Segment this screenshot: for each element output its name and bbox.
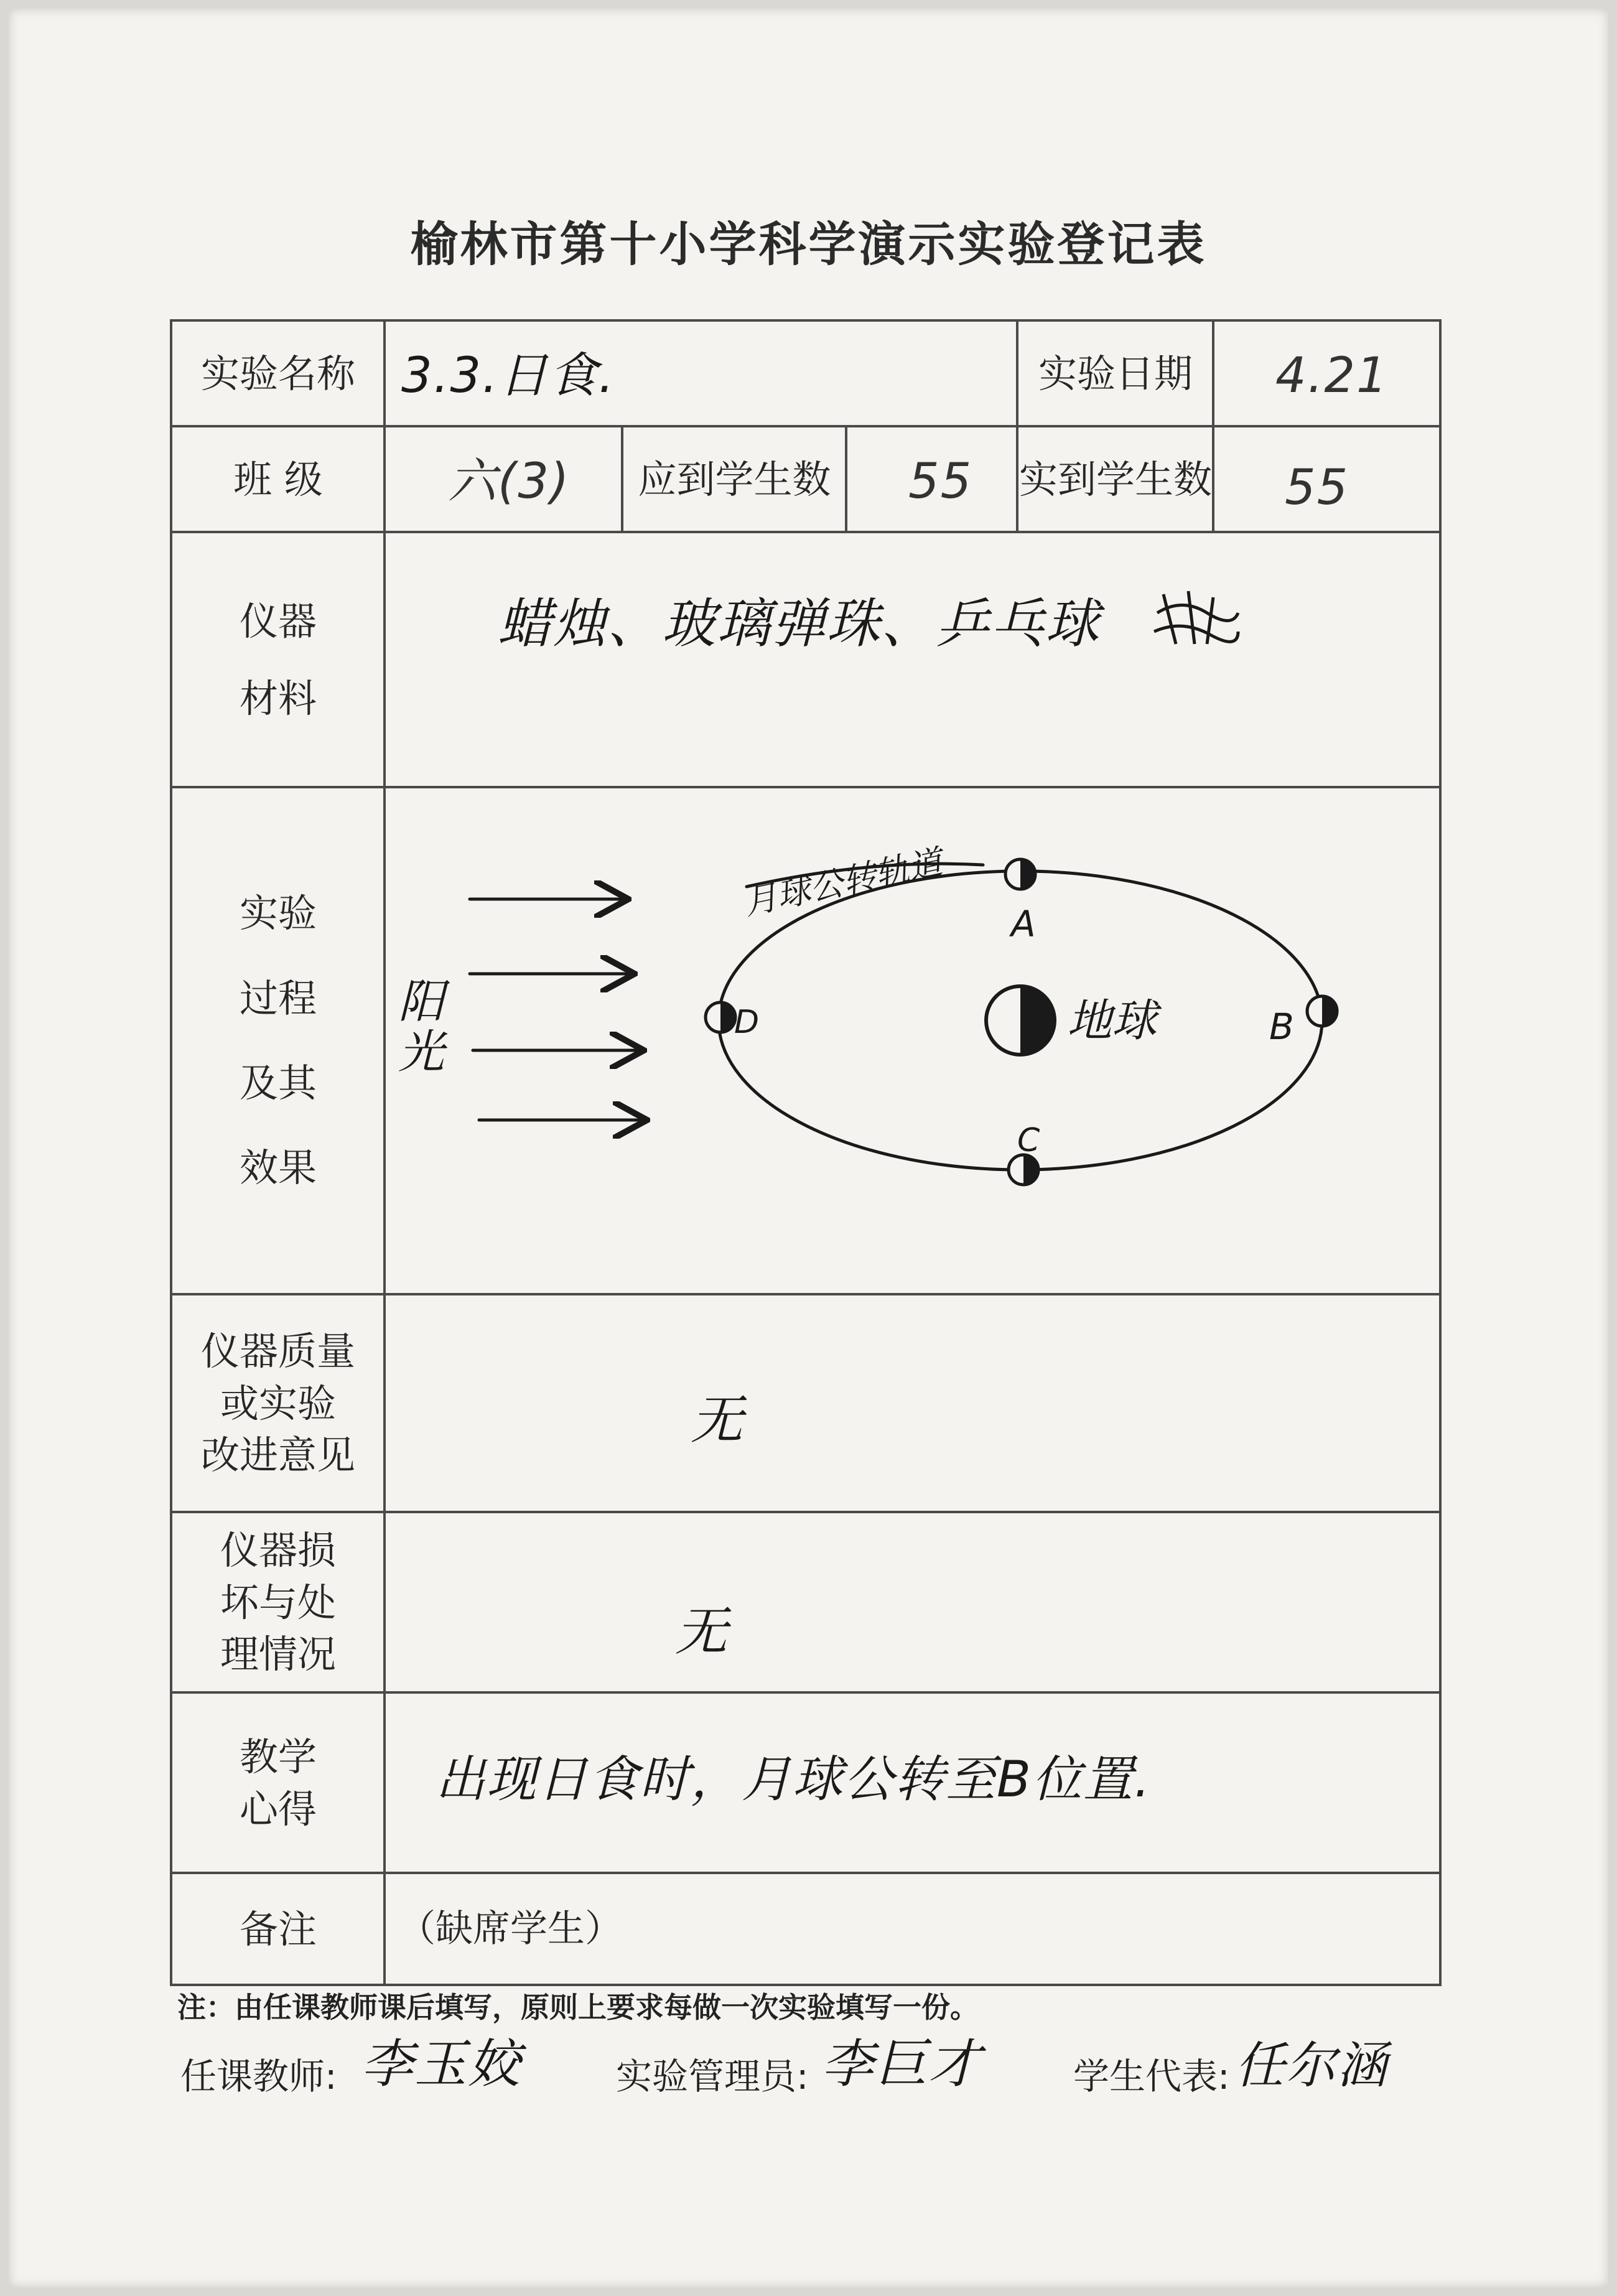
moon-position-d-icon [706,1002,735,1032]
label-actual-students: 实到学生数 [1019,456,1213,502]
moon-position-a-icon [1005,859,1035,889]
value-equipment: 蜡烛、玻璃弹珠、乒乓球 [498,593,1100,655]
earth-icon [986,986,1055,1055]
position-b-label: B [1269,1006,1294,1048]
value-actual-students: 55 [1285,460,1349,516]
position-a-label: A [1011,903,1036,945]
label-damage: 仪器损 坏与处 理情况 [220,1527,336,1678]
position-d-label: D [734,1004,760,1041]
label-reflection: 教学 心得 [239,1734,317,1832]
label-experiment-name: 实验名称 [200,350,355,396]
moon-position-c-icon [1009,1155,1038,1185]
teacher-signature: 李玉姣 [361,2033,522,2094]
form-title: 榆林市第十小学科学演示实验登记表 [410,217,1207,272]
value-expected-students: 55 [908,454,973,510]
label-class: 班 级 [233,456,323,502]
position-c-label: C [1017,1122,1040,1159]
value-remarks: （缺席学生） [398,1907,622,1951]
student-label: 学生代表: [1073,2055,1230,2098]
admin-label: 实验管理员: [616,2055,809,2098]
admin-signature: 李巨才 [821,2033,982,2094]
label-equipment: 仪器 材料 [239,598,317,721]
earth-label: 地球 [1067,994,1157,1047]
value-damage: 无 [675,1601,729,1662]
label-expected-students: 应到学生数 [638,456,831,502]
student-signature: 任尔涵 [1235,2037,1388,2094]
value-experiment-name: 3.3.日食. [401,348,615,404]
value-quality: 无 [691,1389,745,1450]
moon-position-b-icon [1307,996,1337,1026]
label-remarks: 备注 [239,1906,317,1952]
teacher-label: 任课教师: [180,2055,337,2098]
label-quality: 仪器质量 或实验 改进意见 [200,1328,355,1478]
value-reflection: 出现日食时，月球公转至B位置. [436,1750,1152,1808]
value-class: 六(3) [448,454,571,510]
form-note: 注：由任课教师课后填写，原则上要求每做一次实验填写一份。 [177,1990,979,2024]
label-process: 实验 过程 及其 效果 [239,890,317,1191]
sunlight-label: 阳光 [398,975,445,1080]
label-experiment-date: 实验日期 [1038,350,1193,396]
value-experiment-date: 4.21 [1275,348,1389,404]
orbit-label: 月球公转轨道 [740,842,946,923]
